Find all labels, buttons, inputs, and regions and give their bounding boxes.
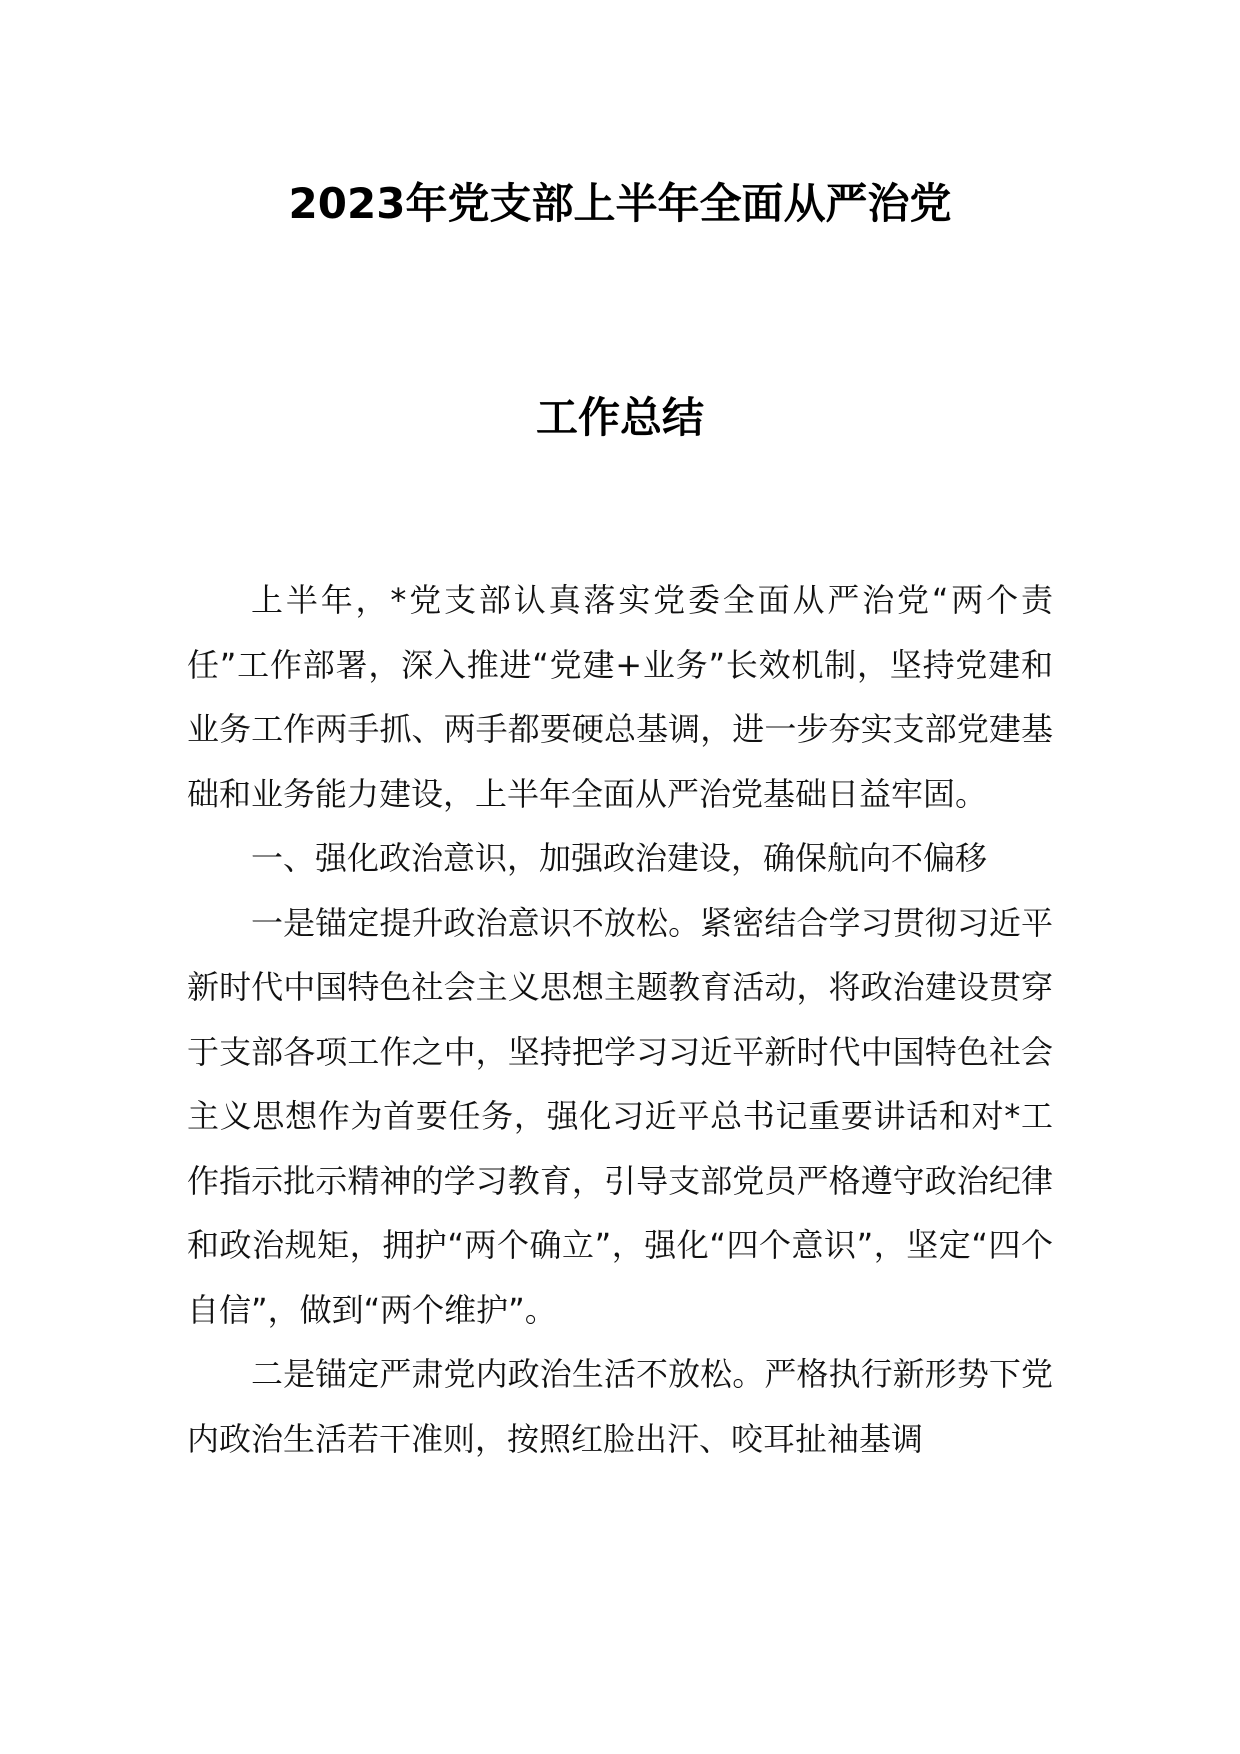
document-title-line-1: 2023年党支部上半年全面从严治党 — [288, 179, 952, 228]
paragraph-point-1: 一是锚定提升政治意识不放松。紧密结合学习贯彻习近平新时代中国特色社会主义思想主题教育活动，将政治建设贯穿于支部各项工作之中，坚持把学习习近平新时代中国特色社会主义思想作为首要任务，强化习近平总书记重要讲话和对*工作指示批示精神的学习教育，引导支部党员严格遵守政治纪律和政治规矩，拥护“两个确立”，强化“四个意识”，坚定“四个自信”，做到“两个维护”。 — [187, 903, 1053, 1329]
intro-paragraph: 上半年，*党支部认真落实党委全面从严治党“两个责任”工作部署，深入推进“党建+业务”长效机制，坚持党建和业务工作两手抓、两手都要硬总基调，进一步夯实支部党建基础和业务能力建设，上半年全面从严治党基础日益牢固。 — [187, 581, 1053, 813]
section-heading-1: 一、强化政治意识，加强政治建设，确保航向不偏移 — [251, 839, 988, 877]
paragraph-point-2: 二是锚定严肃党内政治生活不放松。严格执行新形势下党内政治生活若干准则，按照红脸出汗、咬耳扯袖基调 — [187, 1355, 1053, 1458]
document-title-line-2: 工作总结 — [535, 393, 704, 442]
document-body — [187, 568, 1053, 1471]
